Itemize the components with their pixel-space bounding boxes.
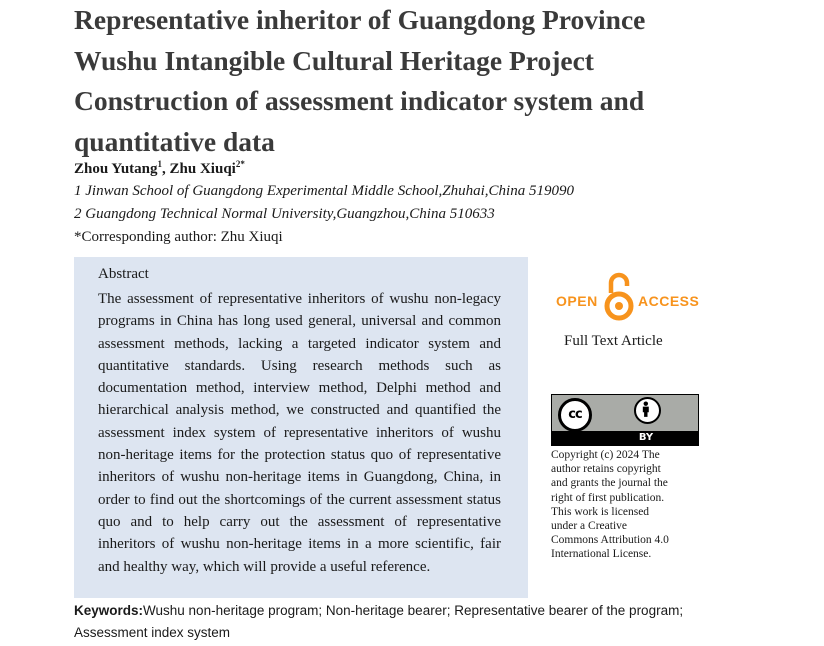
full-text-article-label[interactable]: Full Text Article [564, 333, 663, 349]
license-notice [551, 448, 701, 562]
keywords [74, 600, 754, 644]
license-line: under a Creative [551, 520, 627, 533]
abstract-text: The assessment of representative inheritors of wushu non-legacy programs in China has long used general, universal and common assessment methods, lacking a targeted indicator system and quantitative standards. Using research methods such as documentation method, interview method, Delphi method and hierarchical analysis method, we constructed and quantified the assessment index system of representative inheritors of wushu non-heritage items for the protection status quo of representative inheritors of wushu non-heritage items in Guangdong, China, in order to find out the shortcomings of the current assessment status quo and to help carry out the assessment of representative inheritors of wushu non-heritage items in a more scientific, fair and healthy way, which will provide a useful reference. [98, 291, 501, 575]
open-access-open-word: OPEN [556, 293, 598, 309]
keywords-label: Keywords: [74, 603, 144, 618]
license-line: right of first publication. [551, 491, 665, 504]
cc-icon-text: cc [568, 407, 582, 422]
license-line: Copyright (c) 2024 The [551, 449, 660, 461]
license-line: Commons Attribution 4.0 [551, 534, 669, 547]
open-lock-icon [604, 271, 634, 323]
license-line: and grants the journal the [551, 477, 668, 490]
open-access-access-word: ACCESS [638, 293, 700, 309]
author-1-affiliation-mark: 1 [157, 159, 163, 169]
affiliation-2: 2 Guangdong Technical Normal University,Guangzhou,China 510633 [74, 206, 495, 222]
title-line: Representative inheritor of Guangdong Province [74, 4, 646, 35]
keywords-text: Wushu non-heritage program; Non-heritage bearer; Representative bearer of the program; Assessment index system [74, 603, 684, 640]
author-1: Zhou Yutang [74, 161, 158, 177]
corresponding-author: *Corresponding author: Zhu Xiuqi [74, 229, 283, 245]
affiliation-1: 1 Jinwan School of Guangdong Experimental Middle School,Zhuhai,China 519090 [74, 183, 574, 199]
license-line: This work is licensed [551, 505, 650, 518]
cc-icon [558, 398, 592, 432]
author-2: Zhu Xiuqi [169, 161, 236, 177]
title-line: Wushu Intangible Cultural Heritage Project [74, 44, 594, 76]
badge-black-bar [552, 431, 698, 445]
license-line: International License. [551, 548, 652, 561]
open-access-logo [556, 271, 706, 331]
title-line: quantitative data [74, 125, 275, 157]
abstract-heading: Abstract [98, 266, 149, 282]
license-line: author retains copyright [551, 463, 661, 476]
creative-commons-by-badge[interactable] [551, 394, 699, 446]
attribution-person-icon [634, 397, 661, 424]
author-separator: , [162, 161, 170, 177]
title-line: Construction of assessment indicator system and [74, 85, 645, 116]
author-2-affiliation-mark: 2* [235, 159, 245, 169]
by-label: BY [638, 432, 654, 443]
author-list [74, 160, 245, 178]
abstract-box [74, 257, 528, 598]
paper-title [74, 0, 774, 162]
